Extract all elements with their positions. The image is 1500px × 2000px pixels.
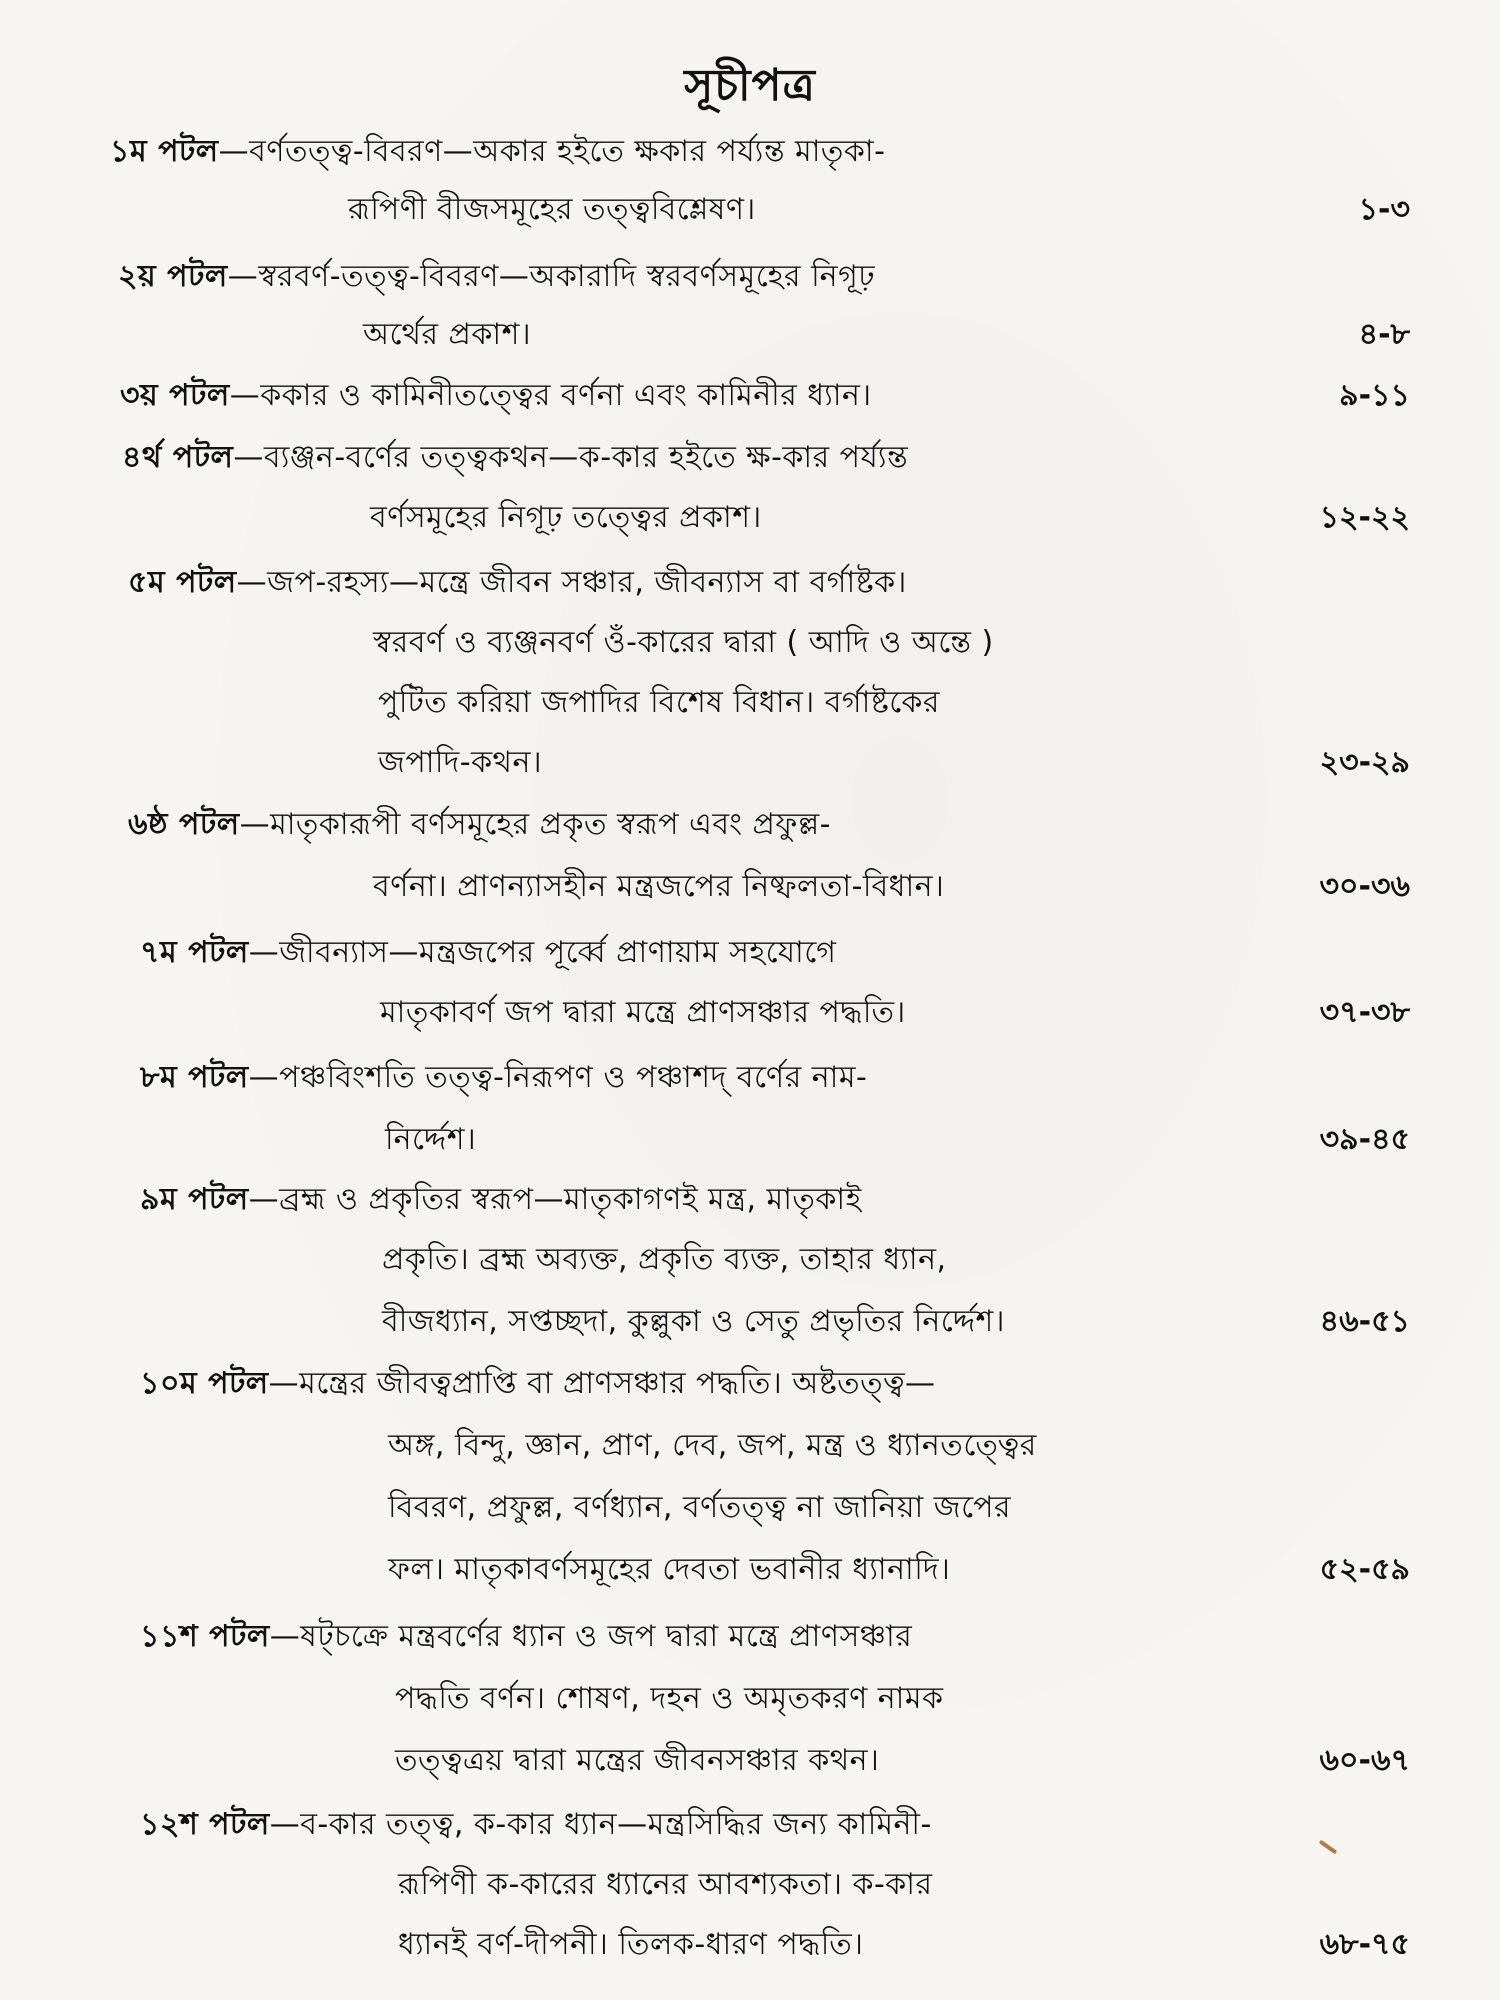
page-title: সূচীপত্র bbox=[684, 60, 816, 111]
chapter-description-line: —বর্ণতত্ত্ব-বিবরণ—অকার হইতে ক্ষকার পর্য্যন্ত মাতৃকা- bbox=[218, 134, 886, 169]
chapter-description-line: —স্বরবর্ণ-তত্ত্ব-বিবরণ—অকারাদি স্বরবর্ণসমূহের নিগূঢ় bbox=[227, 259, 876, 294]
chapter-description-line: বর্ণনা। প্রাণন্যাসহীন মন্ত্রজপের নিষ্ফলতা-বিধান। bbox=[373, 869, 945, 904]
chapter-description-line: রূপিণী বীজসমূহের তত্ত্ববিশ্লেষণ। bbox=[348, 192, 756, 227]
chapter-label: ১১শ পটল bbox=[140, 1619, 270, 1654]
chapter-label: ১ম পটল bbox=[110, 134, 219, 169]
page-range: ৩০-৩৬ bbox=[1319, 869, 1410, 904]
page-range: ১-৩ bbox=[1358, 192, 1410, 227]
chapter-description-line: অর্থের প্রকাশ। bbox=[363, 317, 532, 352]
chapter-description-line: ফল। মাতৃকাবর্ণসমূহের দেবতা ভবানীর ধ্যানাদি। bbox=[388, 1552, 951, 1587]
chapter-label: ৮ম পটল bbox=[140, 1060, 249, 1095]
chapter-description-line: —পঞ্চবিংশতি তত্ত্ব-নিরূপণ ও পঞ্চাশদ্ বর্ণের নাম- bbox=[248, 1060, 868, 1095]
chapter-label: ১২শ পটল bbox=[140, 1807, 270, 1842]
chapter-label: ৫ম পটল bbox=[128, 565, 237, 600]
page-range: ৩৯-৪৫ bbox=[1319, 1122, 1410, 1157]
page-range: ৪-৮ bbox=[1358, 317, 1410, 352]
page-range: ৬০-৬৭ bbox=[1319, 1743, 1410, 1778]
chapter-description-line: —ব্রহ্ম ও প্রকৃতির স্বরূপ—মাতৃকাগণই মন্ত্র, মাতৃকাই bbox=[248, 1182, 862, 1217]
chapter-description-line: নির্দ্দেশ। bbox=[385, 1122, 477, 1157]
chapter-description-line: ধ্যানই বর্ণ-দীপনী। তিলক-ধারণ পদ্ধতি। bbox=[398, 1927, 864, 1962]
chapter-description-line: প্রকৃতি। ব্রহ্ম অব্যক্ত, প্রকৃতি ব্যক্ত, তাহার ধ্যান, bbox=[382, 1242, 947, 1277]
chapter-description-line: —ব্যঞ্জন-বর্ণের তত্ত্বকথন—ক-কার হইতে ক্ষ-কার পর্য্যন্ত bbox=[233, 440, 909, 475]
chapter-description-line: পদ্ধতি বর্ণন। শোষণ, দহন ও অমৃতকরণ নামক bbox=[395, 1681, 944, 1716]
chapter-description-line: —ককার ও কামিনীতত্ত্বের বর্ণনা এবং কামিনীর ধ্যান। bbox=[229, 378, 872, 413]
chapter-description-line: —জীবন্যাস—মন্ত্রজপের পূর্ব্বে প্রাণায়াম সহযোগে bbox=[248, 935, 837, 970]
paper-speck bbox=[1319, 1840, 1338, 1855]
page-range: ৫২-৫৯ bbox=[1319, 1552, 1410, 1587]
page-range: ২৩-২৯ bbox=[1319, 745, 1410, 780]
chapter-label: ৪র্থ পটল bbox=[122, 440, 234, 475]
page-range: ৪৬-৫১ bbox=[1319, 1304, 1410, 1339]
page-range: ৩৭-৩৮ bbox=[1319, 995, 1410, 1030]
chapter-description-line: তত্ত্বত্রয় দ্বারা মন্ত্রের জীবনসঞ্চার কথন। bbox=[395, 1743, 880, 1778]
page-range: ৬৮-৭৫ bbox=[1319, 1927, 1410, 1962]
chapter-description-line: —ব-কার তত্ত্ব, ক-কার ধ্যান—মন্ত্রসিদ্ধির জন্য কামিনী- bbox=[269, 1807, 932, 1842]
chapter-description-line: বীজধ্যান, সপ্তচ্ছদা, কুল্লুকা ও সেতু প্রভৃতির নির্দ্দেশ। bbox=[382, 1304, 1006, 1339]
chapter-label: ৭ম পটল bbox=[140, 935, 249, 970]
chapter-description-line: —মাতৃকারূপী বর্ণসমূহের প্রকৃত স্বরূপ এবং প্রফুল্ল- bbox=[239, 807, 831, 842]
page-range: ১২-২২ bbox=[1319, 500, 1410, 535]
chapter-description-line: জপাদি-কথন। bbox=[378, 745, 543, 780]
chapter-label: ২য় পটল bbox=[118, 259, 228, 294]
chapter-description-line: পুটিত করিয়া জপাদির বিশেষ বিধান। বর্গাষ্টকের bbox=[378, 685, 940, 720]
chapter-label: ৬ষ্ঠ পটল bbox=[128, 807, 240, 842]
chapter-description-line: রূপিণী ক-কারের ধ্যানের আবশ্যকতা। ক-কার bbox=[398, 1867, 933, 1902]
chapter-description-line: অঙ্গ, বিন্দু, জ্ঞান, প্রাণ, দেব, জপ, মন্ত্র ও ধ্যানতত্ত্বের bbox=[388, 1428, 1037, 1463]
chapter-description-line: —জপ-রহস্য—মন্ত্রে জীবন সঞ্চার, জীবন্যাস বা বর্গাষ্টক। bbox=[236, 565, 907, 600]
page-range: ৯-১১ bbox=[1339, 378, 1410, 413]
chapter-description-line: মাতৃকাবর্ণ জপ দ্বারা মন্ত্রে প্রাণসঞ্চার পদ্ধতি। bbox=[380, 995, 906, 1030]
chapter-label: ৯ম পটল bbox=[140, 1182, 249, 1217]
chapter-label: ১০ম পটল bbox=[140, 1366, 269, 1401]
chapter-description-line: —মন্ত্রের জীবত্বপ্রাপ্তি বা প্রাণসঞ্চার পদ্ধতি। অষ্টতত্ত্ব— bbox=[268, 1366, 936, 1401]
chapter-description-line: —ষট্‌চক্রে মন্ত্রবর্ণের ধ্যান ও জপ দ্বারা মন্ত্রে প্রাণসঞ্চার bbox=[269, 1619, 913, 1654]
chapter-description-line: বিবরণ, প্রফুল্ল, বর্ণধ্যান, বর্ণতত্ত্ব না জানিয়া জপের bbox=[388, 1490, 1012, 1525]
chapter-description-line: বর্ণসমূহের নিগূঢ় তত্ত্বের প্রকাশ। bbox=[370, 500, 762, 535]
chapter-description-line: স্বরবর্ণ ও ব্যঞ্জনবর্ণ ওঁ-কারের দ্বারা ( আদি ও অন্তে ) bbox=[373, 625, 994, 660]
chapter-label: ৩য় পটল bbox=[120, 378, 230, 413]
